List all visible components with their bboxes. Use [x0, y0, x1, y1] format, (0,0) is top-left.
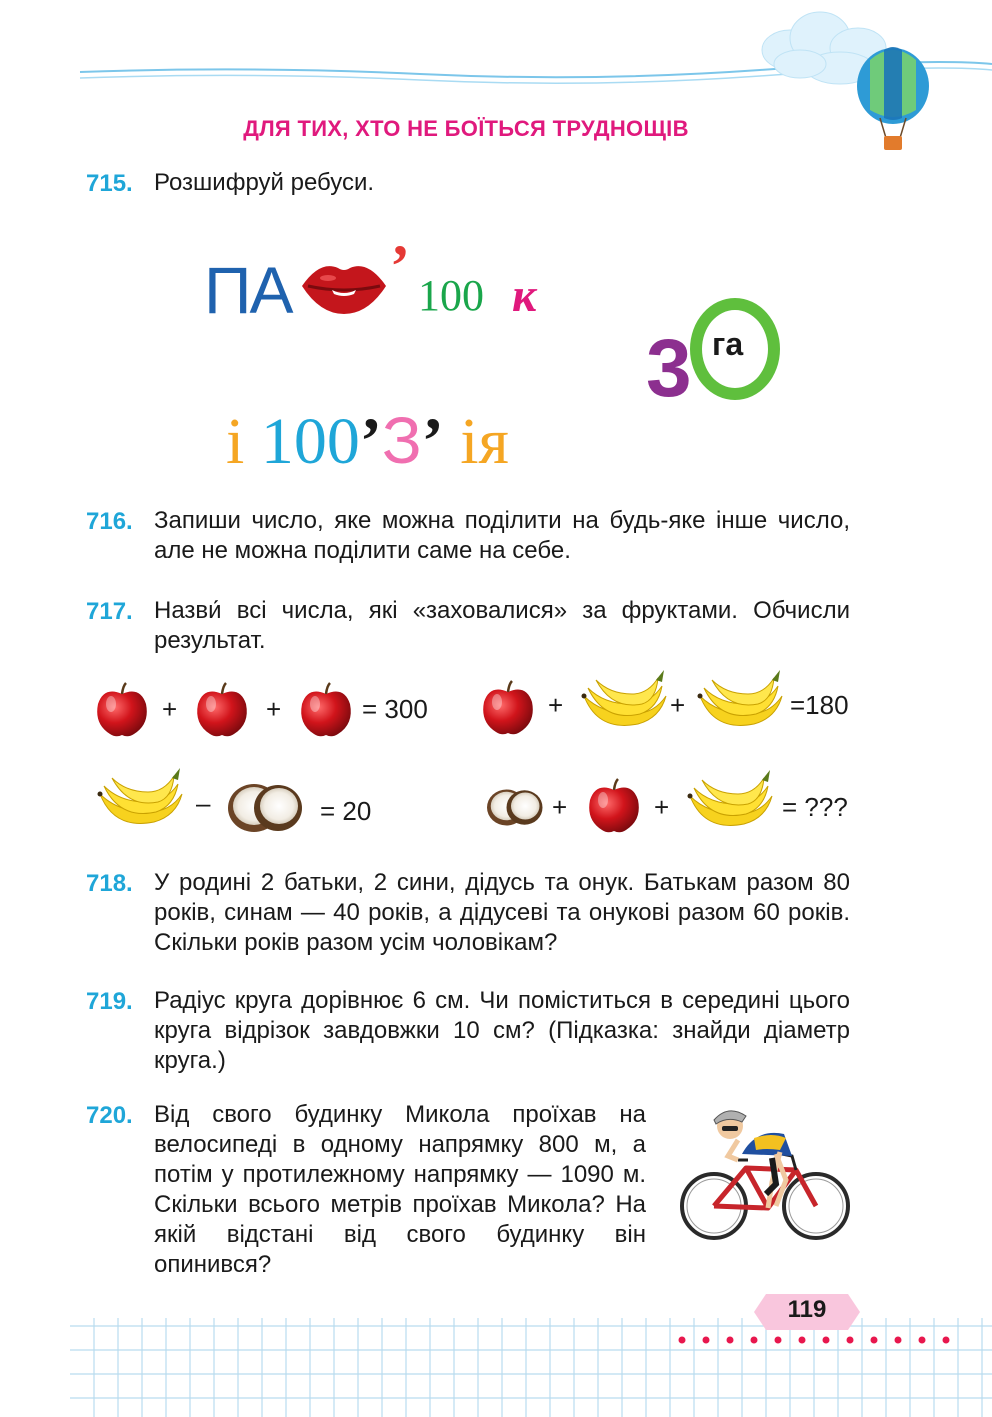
section-title: ДЛЯ ТИХ, ХТО НЕ БОЇТЬСЯ ТРУДНОЩІВ [243, 116, 689, 141]
task-number-719: 719. [86, 988, 133, 1015]
rebus-2 [226, 402, 509, 480]
coconut-icon [224, 776, 304, 836]
apple-icon [296, 680, 356, 740]
rebus-2-number: 100 [260, 405, 360, 478]
rebus-2-letter-z: З [381, 403, 422, 477]
task-text-716: Запиши число, яке можна поділити на будь-яке інше число, але не можна поділити саме на себе. [154, 507, 850, 564]
cyclist-icon [676, 1098, 856, 1248]
plus-sign: + [548, 690, 564, 720]
rebus-3-ga: га [712, 326, 744, 362]
apple-icon [192, 680, 252, 740]
rebus-1-number: 100 [418, 271, 484, 320]
task-text-718: У родині 2 батьки, 2 сини, дідусь та онук. Батькам разом 80 років, синам — 40 років, а дідусеві та онукові разом 60 років. Скільки років разом усім чоловікам? [154, 869, 850, 956]
apple-icon [92, 680, 152, 740]
notebook-grid [0, 1318, 992, 1417]
equation-4-result: = ??? [782, 792, 848, 822]
page-number: 119 [787, 1296, 827, 1323]
plus-sign: + [670, 690, 686, 720]
plus-sign: + [654, 792, 670, 822]
banana-icon [694, 666, 784, 736]
task-text-715: Розшифруй ребуси. [154, 169, 375, 196]
rebus-1-apostrophe: ’ [390, 233, 410, 299]
rebus-2-apostrophe-1: ’ [359, 405, 382, 478]
task-number-715: 715. [86, 170, 133, 197]
banana-icon [684, 766, 774, 836]
rebus-2-i: і [226, 405, 245, 478]
coconut-icon [484, 776, 544, 836]
task-number-718: 718. [86, 870, 133, 897]
equation-2-result: =180 [790, 690, 849, 720]
equation-3-result: = 20 [320, 796, 372, 826]
rebus-2-apostrophe-2: ’ [421, 405, 444, 478]
banana-icon [94, 764, 184, 834]
rebus-1-pa: ПА [204, 253, 292, 327]
rebus-3-digit: 3 [646, 323, 692, 414]
task-text-717: Назви́ всі числа, які «заховалися» за фруктами. Обчисли результат. [154, 597, 850, 654]
minus-sign: – [196, 788, 211, 818]
top-decoration [0, 0, 992, 170]
apple-icon [584, 776, 644, 836]
equation-1-result: = 300 [362, 694, 428, 724]
apple-icon [478, 678, 538, 738]
task-number-720: 720. [86, 1102, 133, 1129]
task-text-719: Радіус круга дорівнює 6 см. Чи поміститься в середині цього круга відрізок завдовжки 10 см? (Підказка: знайди діаметр круга.) [154, 987, 850, 1074]
plus-sign: + [552, 792, 568, 822]
banana-icon [578, 666, 668, 736]
rebus-1-letter-k: к [512, 269, 537, 322]
task-text-720: Від свого будинку Микола проїхав на велосипеді в одному напрямку 800 м, а потім у протилежному напрямку — 1090 м. Скільки всього метрів проїхав Микола? На якій відстані від свого будинку він опинився? [154, 1101, 646, 1278]
rebus-2-ia: ія [460, 405, 509, 478]
task-number-717: 717. [86, 598, 133, 625]
plus-sign: + [266, 694, 282, 724]
plus-sign: + [162, 694, 178, 724]
lips-icon [298, 254, 390, 318]
task-number-716: 716. [86, 508, 133, 535]
